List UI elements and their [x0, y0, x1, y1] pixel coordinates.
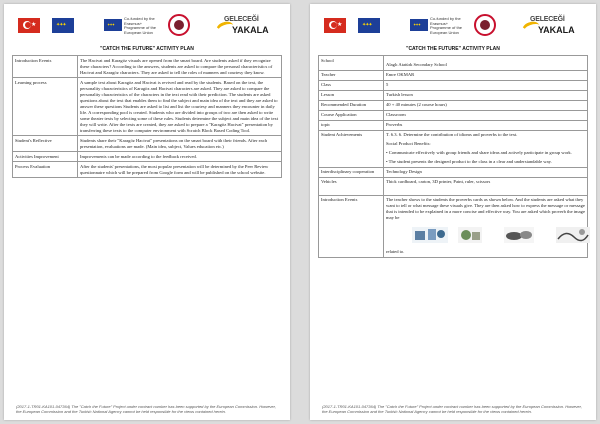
turkey-flag-icon: ★ [18, 18, 40, 33]
logo-bar [310, 12, 596, 42]
footer-disclaimer: (2017-1-TR01-KA101-047364) The "Catch the Future" Project under contract number has been supported by the European Commission. However, the European Commission and the Turkish National Agency cannot be held responsible for the views contained herein. [16, 404, 276, 414]
row-text: Improvements can be made according to the feedback received. [78, 152, 282, 162]
row-label: Student's Reflective [13, 136, 78, 152]
row-label: School [319, 56, 384, 71]
table-row [319, 90, 588, 100]
erasmus-eu-flag-icon: ✦✦✦ [410, 19, 428, 31]
table-row [319, 80, 588, 90]
table-row [13, 136, 282, 152]
intro-events-text: The teacher shows to the students the proverbs cards as shown below. And the students are asked what they want to tell or what message these visuals give. They are then asked how to express the message or message that is intended to be explained in a more concise and effective way. You are asked which proverb the image may be [386, 197, 585, 220]
page-title: "CATCH THE FUTURE" ACTIVITY PLAN [406, 46, 500, 52]
brand-line1: GELECEĞİ [224, 16, 259, 23]
intro-events-related: related to. [386, 249, 405, 254]
table-row [13, 56, 282, 78]
eu-flag-icon: ✦✦✦ [52, 18, 74, 33]
row-label: Vehicles [319, 177, 384, 195]
row-label: Interdisciplinary cooperation [319, 167, 384, 177]
school-seal-icon [474, 14, 496, 36]
row-text: Proverbs [384, 120, 588, 130]
row-text: After the students' presentations, the most popular presentation will be determined by the Peer Review questionnaire which will be prepared from Google form and will be published on the school website. [78, 162, 282, 178]
proverb-card-image [412, 227, 448, 243]
proverb-card-image [458, 227, 482, 243]
page-left [4, 4, 290, 420]
logo-bar [4, 12, 290, 42]
row-text: 5 [384, 80, 588, 90]
row-text: Technology Design [384, 167, 588, 177]
table-row [319, 70, 588, 80]
row-label: Introduction Events [13, 56, 78, 78]
row-label: Course Application [319, 110, 384, 120]
proverb-card-image [556, 227, 590, 243]
brand-line2: YAKALA [538, 25, 575, 35]
table-row [319, 130, 588, 167]
row-label: Activities Improvement [13, 152, 78, 162]
achievements-cell [384, 130, 588, 167]
table-row [319, 110, 588, 120]
achievement-line: T. 6.3. 6. Determine the contribution of idioms and proverbs to the text. [386, 132, 518, 137]
row-label: Teacher [319, 70, 384, 80]
row-text: Alaglı Atatürk Secondary School [384, 56, 588, 71]
achievement-line: • Communicate effectively with group friends and share ideas and actively participate in group work. [386, 150, 572, 155]
turkey-flag-icon: ★ [324, 18, 346, 33]
table-row [319, 177, 588, 195]
proverb-card-image [504, 227, 534, 243]
project-logo [522, 16, 584, 38]
row-label: topic [319, 120, 384, 130]
row-label: Student Achievements [319, 130, 384, 167]
table-row [319, 167, 588, 177]
intro-events-cell [384, 195, 588, 257]
activity-table-right [318, 55, 588, 258]
table-row [319, 195, 588, 257]
row-text: Turkish lesson [384, 90, 588, 100]
proverb-cards [386, 223, 585, 249]
row-text: A sample text about Karagöz and Hacivat is revived and read by the students. Based on the text, the personality characteristics of Karagöz and Hacivat characters are asked. They are asked to compare the personality characteristics of the characters in the text read with their prediction. The students are asked questions about the text that enables them to find the subject and main idea of the text and they are asked to answer these questions Students are asked to list and list the courtesy and manners they encounter in daily life. A corresponding pool is created. Students who are divided into groups of two are then asked to write some theater texts by selecting some of these rules. Students determine the subject and main idea of the text they will write. After the texts are created, they are asked to prepare a "Karagöz Hacivat" presentation by transferring these texts to the computer environment with Scratch Block Based Coding Tool. [78, 78, 282, 136]
eu-flag-icon: ✦✦✦ [358, 18, 380, 33]
row-text: The Hacivat and Karagöz visuals are opened from the smart board. Are students asked if they recognize these characters? According to the answers, students are asked to compare the personal characteristics of Hacivat and Karagöz characters. They are asked to tell the roles of manners and courtesy they know. [78, 56, 282, 78]
row-label: Lesson [319, 90, 384, 100]
row-label: Learning process [13, 78, 78, 136]
page-title: "CATCH THE FUTURE" ACTIVITY PLAN [100, 46, 194, 52]
achievement-line: • The student presents the designed product to the class in a clear and understandable way. [386, 159, 552, 164]
achievement-line: Social Product Benefits: [386, 141, 431, 146]
row-text: Emre OKMAR [384, 70, 588, 80]
activity-table-left [12, 55, 282, 178]
table-row [319, 100, 588, 110]
row-label: Class [319, 80, 384, 90]
row-text: Classroom [384, 110, 588, 120]
row-text: Thick cardboard, carton, 3D printer, Paint, ruler, scissors [384, 177, 588, 195]
table-row [13, 152, 282, 162]
brand-line2: YAKALA [232, 25, 269, 35]
funded-text: Co-funded by the Erasmus+ Programme of the European Union [430, 16, 463, 35]
erasmus-eu-flag-icon: ✦✦✦ [104, 19, 122, 31]
brand-line1: GELECEĞİ [530, 16, 565, 23]
row-text: Students share their "Karagöz Hacivat" presentations on the smart board with their friends. After each presentation, evaluations are made. (Main idea, subject, Values education etc.) [78, 136, 282, 152]
table-row [13, 78, 282, 136]
page-right [310, 4, 596, 420]
table-row [319, 56, 588, 71]
row-label: Recommended Duration [319, 100, 384, 110]
funded-text: Co-funded by the Erasmus+ Programme of the European Union [124, 16, 157, 35]
row-text: 40 + 40 minutes (2 course hours) [384, 100, 588, 110]
project-logo [216, 16, 278, 38]
footer-disclaimer: (2017-1-TR01-KA101-047364) The "Catch the Future" Project under contract number has been supported by the European Commission. However, the European Commission and the Turkish National Agency cannot be held responsible for the views contained herein. [322, 404, 582, 414]
row-label: Introduction Events [319, 195, 384, 257]
row-label: Process Evaluation [13, 162, 78, 178]
table-row [319, 120, 588, 130]
table-row [13, 162, 282, 178]
school-seal-icon [168, 14, 190, 36]
